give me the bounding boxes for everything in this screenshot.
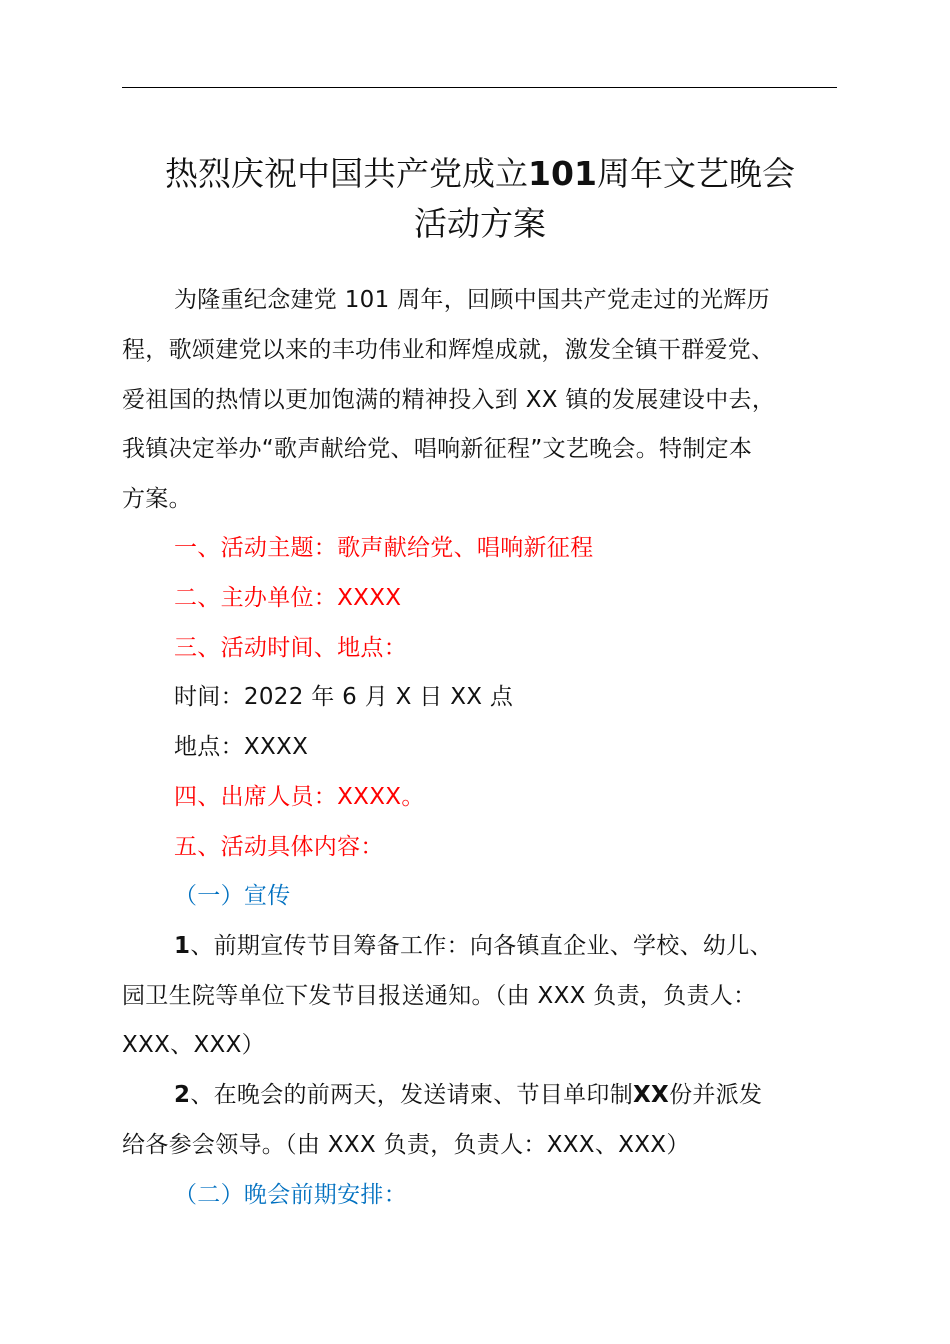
- section-attendees: 四、出席人员：XXXX。: [174, 784, 425, 810]
- item2-line-2: 给各参会领导。（由 XXX 负责，负责人：XXX、XXX）: [122, 1132, 690, 1158]
- subsection-publicity: （一）宣传: [174, 883, 291, 909]
- intro-line-1: 为隆重纪念建党 101 周年，回顾中国共产党走过的光辉历: [174, 287, 770, 313]
- intro-line-4: 我镇决定举办“歌声献给党、唱响新征程”文艺晚会。特制定本: [122, 436, 753, 462]
- section-time-place: 三、活动时间、地点：: [174, 635, 407, 661]
- item1-line-2: 园卫生院等单位下发节目报送通知。（由 XXX 负责，负责人：: [122, 983, 757, 1009]
- subsection-pre-event: （二）晚会前期安排：: [174, 1182, 407, 1208]
- intro-line-3: 爱祖国的热情以更加饱满的精神投入到 XX 镇的发展建设中去，: [122, 387, 776, 413]
- item2-line-1: 2、在晚会的前两天，发送请柬、节目单印制XX份并派发: [174, 1082, 763, 1108]
- section-organizer: 二、主办单位：XXXX: [174, 585, 402, 611]
- event-place: 地点：XXXX: [174, 734, 309, 760]
- intro-line-2: 程，歌颂建党以来的丰功伟业和辉煌成就，激发全镇干群爱党、: [122, 337, 775, 363]
- page-title-line1: 热烈庆祝中国共产党成立101周年文艺晚会: [165, 154, 795, 193]
- section-content: 五、活动具体内容：: [174, 834, 384, 860]
- item1-line-3: XXX、XXX）: [122, 1032, 265, 1058]
- page-title-line2: 活动方案: [414, 204, 546, 243]
- section-theme: 一、活动主题：歌声献给党、唱响新征程: [174, 535, 594, 561]
- item1-line-1: 1、前期宣传节目筹备工作：向各镇直企业、学校、幼儿、: [174, 933, 773, 959]
- event-time: 时间：2022 年 6 月 X 日 XX 点: [174, 684, 514, 710]
- intro-line-5: 方案。: [122, 486, 192, 512]
- header-rule: [122, 87, 837, 88]
